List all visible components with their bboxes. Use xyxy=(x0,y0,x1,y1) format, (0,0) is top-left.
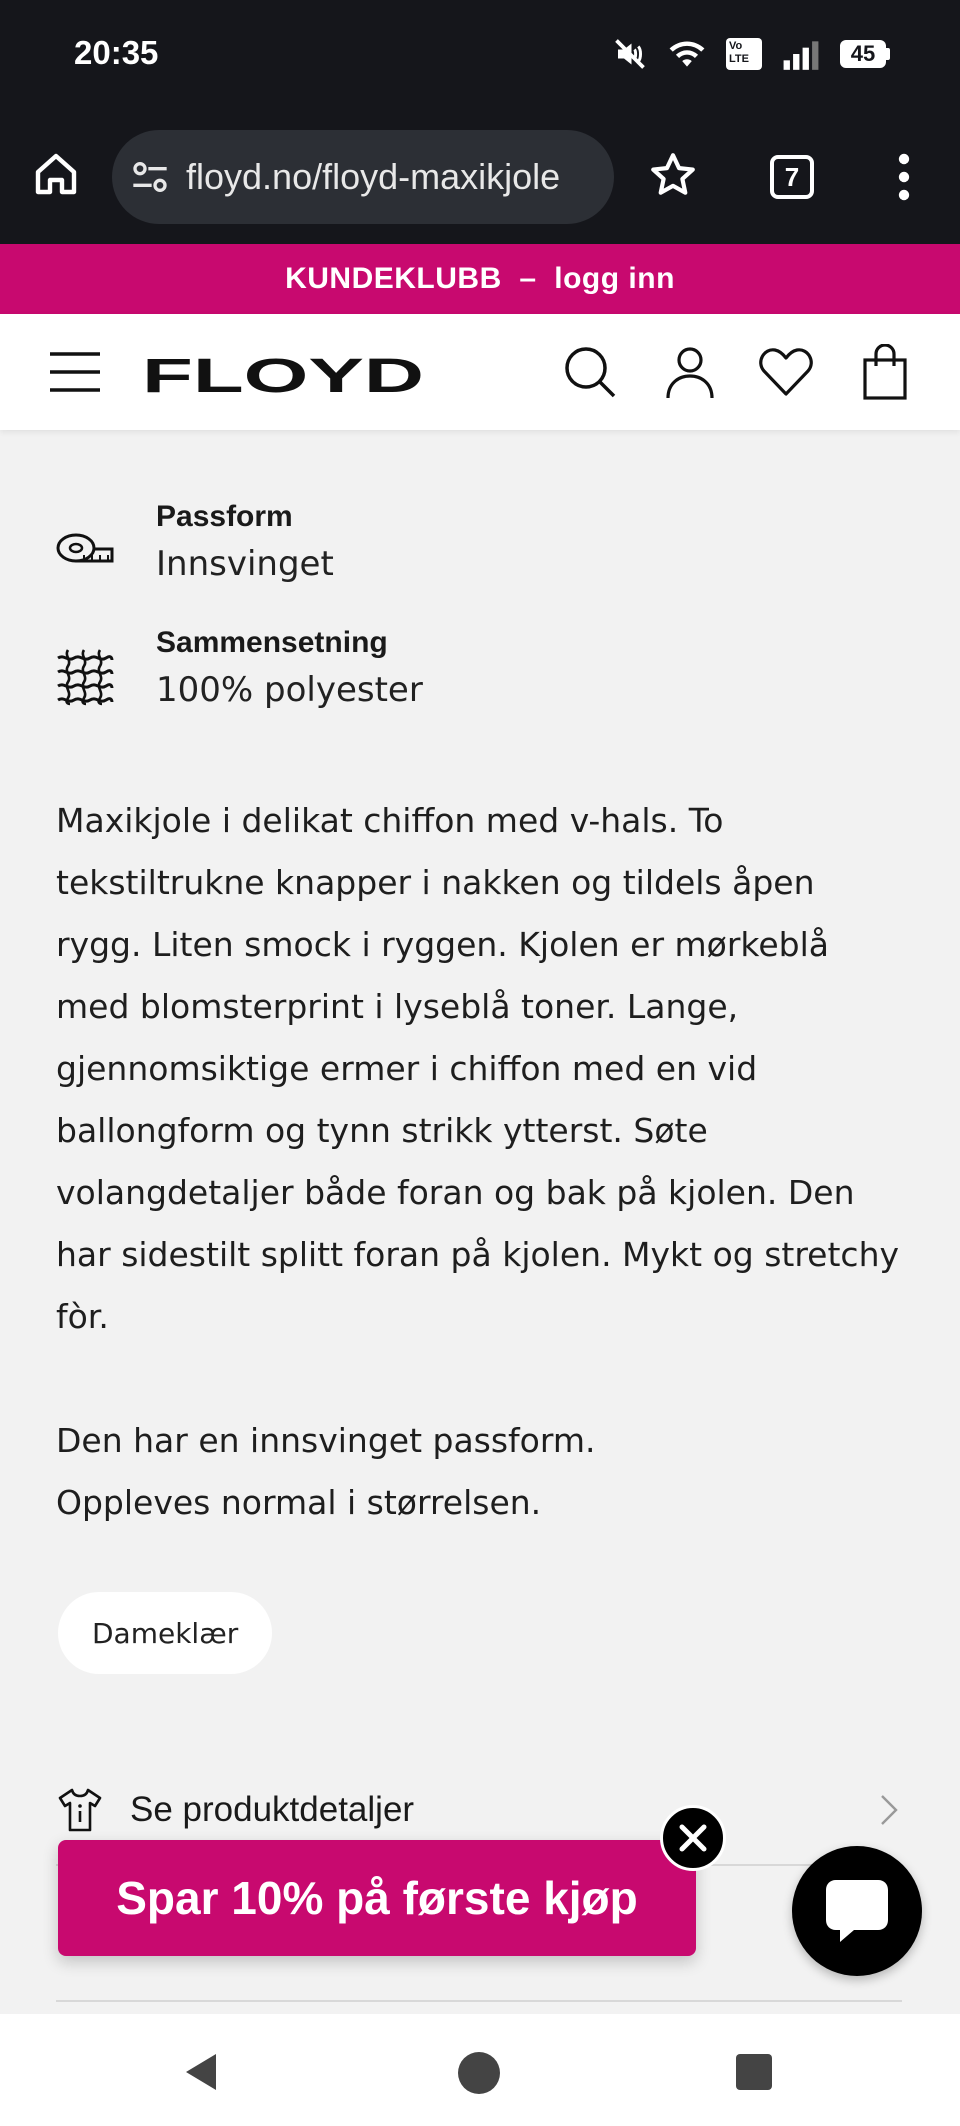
fit-line: Den har en innsvinget passform. xyxy=(56,1421,596,1460)
description-line: med blomsterprint i lyseblå toner. Lange, xyxy=(56,987,739,1026)
fit-line: Oppleves normal i størrelsen. xyxy=(56,1483,542,1522)
signal-icon xyxy=(782,38,820,70)
tab-count: 7 xyxy=(784,161,800,192)
floyd-logo[interactable] xyxy=(140,352,426,398)
chat-bubble-icon xyxy=(792,1846,922,1976)
tshirt-info-icon xyxy=(56,1786,104,1834)
battery-level: 45 xyxy=(850,41,876,66)
system-navigation-bar xyxy=(0,2014,960,2126)
site-header xyxy=(0,314,960,430)
promo-close-button[interactable] xyxy=(660,1805,726,1871)
more-vert-icon[interactable] xyxy=(896,152,912,202)
battery-icon xyxy=(840,40,890,68)
description-line: ballongform og tynn strikk ytterst. Søte xyxy=(56,1111,708,1150)
search-icon[interactable] xyxy=(562,344,618,400)
volte-line-2: LTE xyxy=(729,53,749,65)
spec-value: 100% polyester xyxy=(156,670,423,710)
back-icon[interactable] xyxy=(180,2050,224,2094)
club-banner-text[interactable]: KUNDEKLUBB – logg inn xyxy=(285,262,675,295)
tab-switcher-button[interactable] xyxy=(770,155,814,199)
wifi-icon xyxy=(668,38,706,70)
description-line: fòr. xyxy=(56,1297,109,1336)
status-icons xyxy=(612,36,890,72)
volte-icon xyxy=(726,38,762,70)
discount-promo-label[interactable]: Spar 10% på første kjøp xyxy=(116,1872,638,1924)
description-line: har sidestilt splitt foran på kjolen. Mykt og stretchy xyxy=(56,1235,900,1274)
fabric-icon xyxy=(54,646,116,708)
site-settings-icon[interactable] xyxy=(130,157,170,197)
heart-icon[interactable] xyxy=(758,344,814,400)
menu-icon[interactable] xyxy=(50,350,100,394)
home-nav-icon[interactable] xyxy=(458,2052,500,2094)
category-chip[interactable] xyxy=(58,1592,272,1674)
description-line: gjennomsiktige ermer i chiffon med en vid xyxy=(56,1049,758,1088)
shopping-bag-icon[interactable] xyxy=(858,344,914,400)
section-divider xyxy=(56,2000,902,2002)
discount-promo-button[interactable] xyxy=(58,1840,696,1956)
chevron-right-icon xyxy=(876,1790,902,1830)
description-line: tekstiltrukne knapper i nakken og tildels åpen xyxy=(56,863,815,902)
spec-label: Sammensetning xyxy=(156,626,388,659)
close-icon[interactable] xyxy=(663,1808,723,1868)
measuring-tape-icon xyxy=(54,520,116,582)
category-chip-label[interactable]: Dameklær xyxy=(92,1616,239,1650)
logo-text: FLOYD xyxy=(142,352,424,398)
chat-button[interactable] xyxy=(792,1846,922,1976)
spec-label: Passform xyxy=(156,500,293,533)
club-login-banner[interactable] xyxy=(0,244,960,314)
spec-fit xyxy=(54,500,334,584)
description-line: volangdetaljer både foran og bak på kjolen. Den xyxy=(56,1173,855,1212)
address-bar[interactable] xyxy=(112,130,614,224)
product-description xyxy=(56,790,916,1348)
description-line: Maxikjole i delikat chiffon med v-hals. To xyxy=(56,801,724,840)
bookmark-star-icon[interactable] xyxy=(648,150,698,200)
description-line: rygg. Liten smock i ryggen. Kjolen er mørkeblå xyxy=(56,925,830,964)
account-icon[interactable] xyxy=(662,344,718,400)
url-text[interactable]: floyd.no/floyd-maxikjole xyxy=(186,156,561,197)
spec-fit-text xyxy=(156,500,334,584)
fit-note xyxy=(56,1410,596,1534)
status-time: 20:35 xyxy=(74,34,159,71)
volte-line-1: Vo xyxy=(729,40,743,52)
browser-toolbar xyxy=(0,110,960,244)
spec-value: Innsvinget xyxy=(156,544,334,584)
recent-apps-icon[interactable] xyxy=(736,2054,772,2090)
spec-composition xyxy=(54,626,423,710)
home-icon[interactable] xyxy=(32,150,80,198)
product-details-label[interactable]: Se produktdetaljer xyxy=(130,1790,415,1829)
spec-composition-text xyxy=(156,626,423,710)
mute-icon xyxy=(612,36,648,72)
status-bar xyxy=(0,0,960,110)
